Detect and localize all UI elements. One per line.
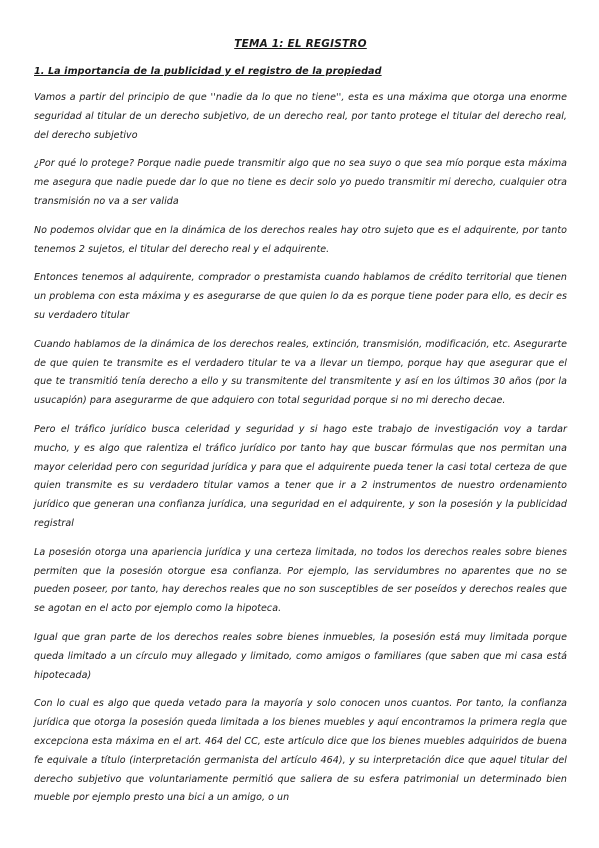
- section-heading: 1. La importancia de la publicidad y el registro de la propiedad: [34, 66, 382, 77]
- paragraph: Vamos a partir del principio de que ''nadie da lo que no tiene'', esta es una máxima que otorga una enorme seguridad al titular de un derecho subjetivo, de un derecho real, por tanto protege el titular del derecho real, del derecho subjetivo: [34, 92, 567, 141]
- paragraph: Igual que gran parte de los derechos reales sobre bienes inmuebles, la posesión está muy limitada porque queda limitado a un círculo muy allegado y limitado, como amigos o familiares (que saben que mi casa está hipotecada): [34, 631, 567, 681]
- paragraph: ¿Por qué lo protege? Porque nadie puede transmitir algo que no sea suyo o que sea mío porque esta máxima me asegura que nadie puede dar lo que no tiene es decir solo yo puedo transmitir mi derecho, cualquier otra transmisión no va a ser valida: [34, 158, 567, 207]
- paragraph: Entonces tenemos al adquirente, comprador o prestamista cuando hablamos de crédito territorial que tienen un problema con esta máxima y es asegurarse de que quien lo da es porque tiene poder para ello, es decir es su verdadero titular: [34, 272, 567, 321]
- paragraph: No podemos olvidar que en la dinámica de los derechos reales hay otro sujeto que es el adquirente, por tanto tenemos 2 sujetos, el titular del derecho real y el adquirente.: [34, 224, 567, 255]
- paragraph: Con lo cual es algo que queda vetado para la mayoría y solo conocen unos cuantos. Por tanto, la confianza jurídica que otorga la posesión queda limitada a los bienes muebles y aquí encontramos la primera regla que excepciona esta máxima en el art. 464 del CC, este artículo dice que los bienes muebles adquiridos de buena fe equivale a título (interpretación germanista del artículo 464), y su interpretación dice que aquel titular del derecho subjetivo que voluntariamente permitió que saliera de su esfera patrimonial un determinado bien mueble por ejemplo presto una bici a un amigo, o un: [34, 698, 567, 804]
- page-title: TEMA 1: EL REGISTRO: [234, 38, 367, 50]
- paragraph: Cuando hablamos de la dinámica de los derechos reales, extinción, transmisión, modificación, etc. Asegurarte de que quien te transmite es el verdadero titular te va a llevar un tiempo, porque hay que asegurar que el que te transmitió tenía derecho a ello y su transmitente del transmitente y así en los últimos 30 años (por la usucapión) para asegurarme de que adquiero con total seguridad porque si no mi derecho decae.: [34, 338, 567, 407]
- paragraph: La posesión otorga una apariencia jurídica y una certeza limitada, no todos los derechos reales sobre bienes permiten que la posesión otorgue esa confianza. Por ejemplo, las servidumbres no aparentes que no se pueden poseer, por tanto, hay derechos reales que no son susceptibles de ser poseídos y derechos reales que se agotan en el acto por ejemplo como la hipoteca.: [34, 546, 567, 615]
- paragraph: Pero el tráfico jurídico busca celeridad y seguridad y si hago este trabajo de investigación voy a tardar mucho, y es algo que ralentiza el tráfico jurídico por tanto hay que buscar fórmulas que nos permitan una mayor celeridad pero con seguridad jurídica y para que el adquirente pueda tener la casi total certeza de que quien transmite es su verdadero titular vamos a tener que ir a 2 instrumentos de nuestro ordenamiento jurídico que generan una confianza jurídica, una seguridad en el adquirente, y son la posesión y la publicidad registral: [34, 423, 567, 529]
